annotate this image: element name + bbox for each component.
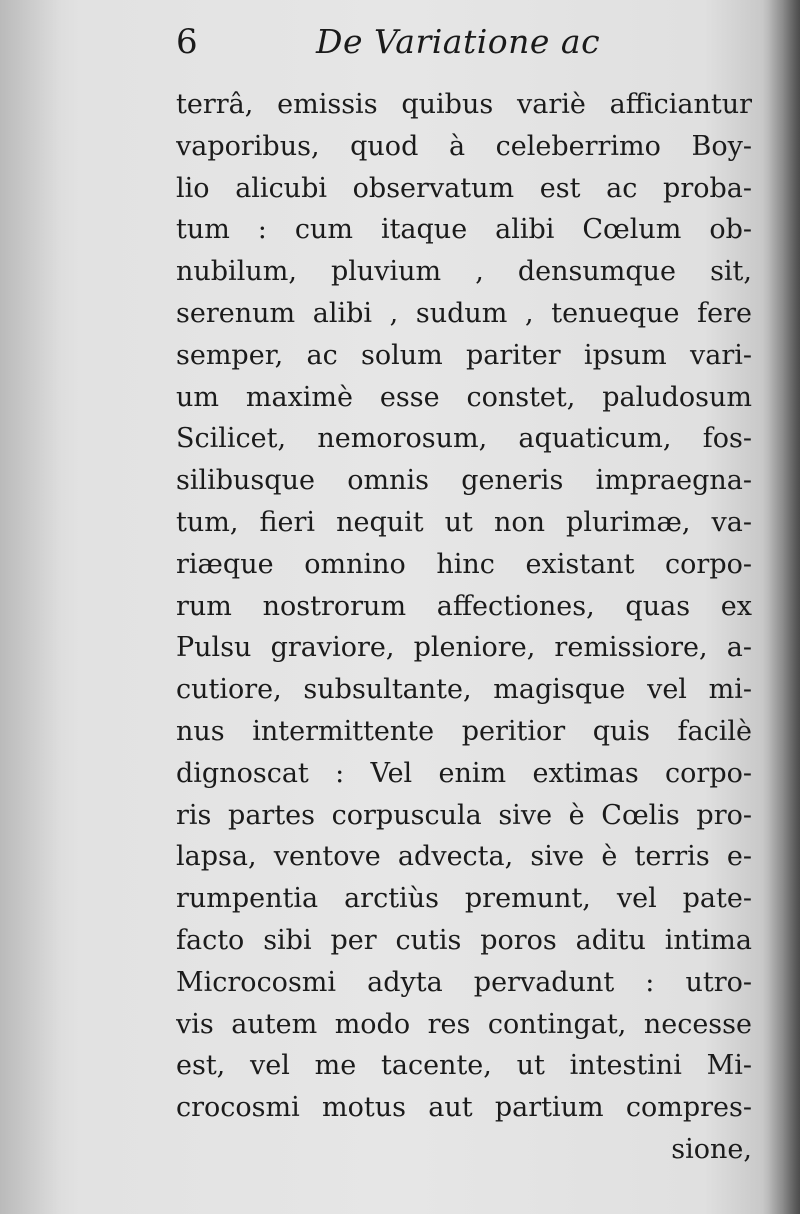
- text-line: tum, fieri nequit ut non plurimæ, va-: [176, 506, 752, 538]
- spine-shadow: [762, 0, 800, 1214]
- text-line: Microcosmi adyta pervadunt : utro-: [176, 966, 752, 998]
- text-line: nus intermittente peritior quis facilè: [176, 715, 752, 747]
- text-line: sione,: [671, 1133, 752, 1165]
- text-line: semper, ac solum pariter ipsum vari-: [176, 339, 752, 371]
- text-line: vaporibus, quod à celeberrimo Boy-: [176, 130, 752, 162]
- text-line: ris partes corpuscula sive è Cœlis pro-: [176, 799, 752, 831]
- text-line: serenum alibi , sudum , tenueque fere: [176, 297, 752, 329]
- text-line: est, vel me tacente, ut intestini Mi-: [176, 1050, 752, 1082]
- text-line: facto sibi per cutis poros aditu intima: [176, 924, 752, 956]
- text-line: Pulsu graviore, pleniore, remissiore, a-: [176, 632, 752, 664]
- text-line: riæque omnino hinc existant corpo-: [176, 548, 752, 580]
- text-line: um maximè esse constet, paludosum: [176, 381, 752, 413]
- text-line: silibusque omnis generis impraegna-: [176, 465, 752, 497]
- text-line: tum : cum itaque alibi Cœlum ob-: [176, 214, 752, 246]
- text-line: crocosmi motus aut partium compres-: [176, 1092, 752, 1124]
- text-line: lapsa, ventove advecta, sive è terris e-: [176, 841, 752, 873]
- text-line: vis autem modo res contingat, necesse: [176, 1008, 752, 1040]
- text-line: rum nostrorum affectiones, quas ex: [176, 590, 752, 622]
- page-header: [176, 20, 616, 74]
- text-line: cutiore, subsultante, magisque vel mi-: [176, 674, 752, 706]
- running-title: De Variatione ac: [316, 22, 601, 61]
- text-line: terrâ, emissis quibus variè afficiantur: [176, 89, 752, 120]
- page-edge-shadow: [0, 0, 60, 1214]
- text-line: dignoscat : Vel enim extimas corpo-: [176, 757, 752, 789]
- page-number: 6: [176, 22, 198, 62]
- text-line: Scilicet, nemorosum, aquaticum, fos-: [176, 423, 752, 455]
- text-line: nubilum, pluvium , densumque sit,: [176, 256, 752, 288]
- text-line: lio alicubi observatum est ac proba-: [176, 172, 752, 204]
- body-text: [176, 84, 752, 1171]
- text-line: rumpentia arctiùs premunt, vel pate-: [176, 883, 752, 915]
